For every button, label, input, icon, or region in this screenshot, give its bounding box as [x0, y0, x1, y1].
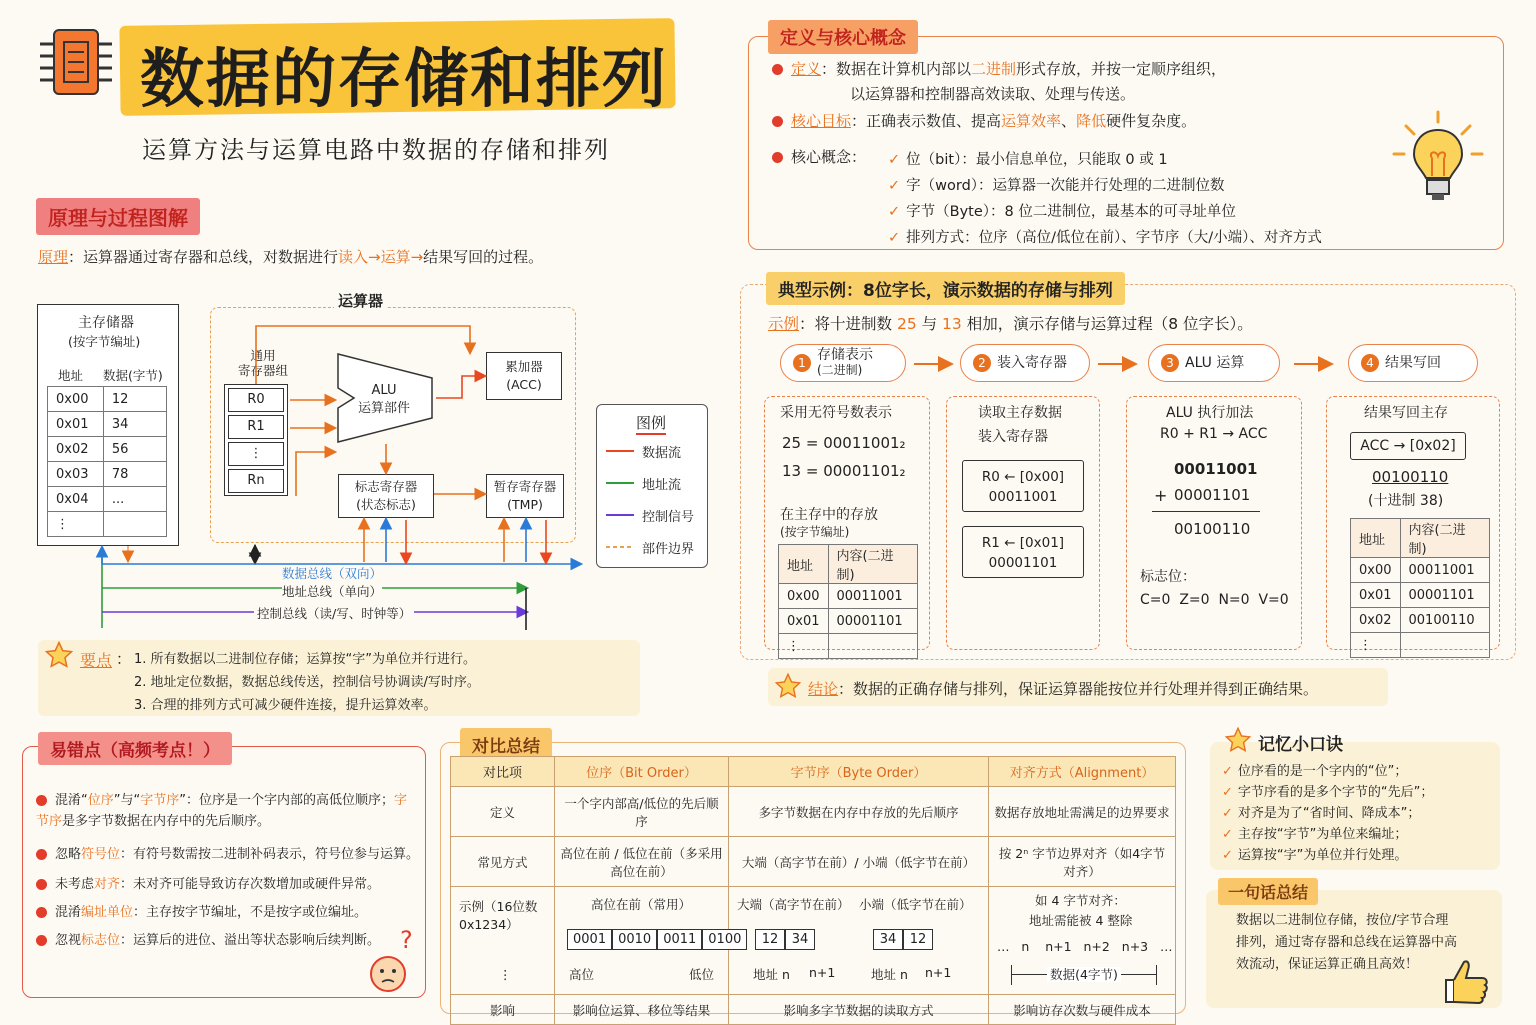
s3-sum: 00100110 — [1174, 520, 1251, 538]
s3-flags: C=0 Z=0 N=0 V=0 — [1140, 592, 1289, 608]
memory-col-addr: 地址 — [58, 368, 84, 383]
s2-head1: 读取主存数据 — [978, 405, 1062, 421]
lightbulb-icon — [1392, 108, 1484, 204]
r0-box: R0 ← [0x00] 00011001 — [962, 460, 1084, 512]
step-1 — [780, 344, 906, 382]
table-cell: 0x02 — [1351, 608, 1401, 633]
mistake-text: 混淆“ — [55, 793, 88, 808]
bit-hi: 高位 — [569, 967, 595, 982]
table-cell: 0x01 — [779, 609, 829, 634]
table-cell: 12 — [103, 387, 166, 412]
alu-label: ALU 运算部件 — [358, 383, 411, 416]
table-cell: 00001101 — [1400, 583, 1489, 608]
step-number: 4 — [1361, 354, 1379, 372]
keypoint-item: 2. 地址定位数据，数据总线传送，控制信号协调读/写时序。 — [134, 675, 480, 690]
cell: 常见方式 — [451, 837, 555, 887]
mnemonic-item — [1222, 844, 1407, 863]
step-title: ALU 运算 — [1185, 354, 1245, 371]
keypoints-label: 要点 — [80, 651, 113, 670]
s4-dec: (十进制 38) — [1368, 493, 1444, 509]
byte-cell: 34 — [785, 929, 815, 950]
concept-item — [888, 226, 1322, 247]
mistake-item — [36, 874, 420, 895]
bullet-icon — [36, 907, 47, 918]
table-row — [779, 609, 918, 634]
cell — [989, 887, 1176, 995]
table-row — [1351, 608, 1490, 633]
bullet-icon — [36, 879, 47, 890]
example-label: 示例（16位数 0x1234） — [459, 899, 538, 932]
check-icon: ✓ — [888, 178, 901, 194]
mistake-keyword: 编址单位 — [81, 905, 134, 920]
table-cell: 00001101 — [828, 609, 917, 634]
check-icon: ✓ — [1222, 785, 1233, 800]
cell — [451, 887, 555, 995]
bit-lo: 低位 — [688, 967, 714, 982]
table-cell: 地址 — [779, 545, 829, 584]
s3-operand-b: 00001101 — [1174, 486, 1251, 504]
big-endian-label: 大端（高字节在前） — [737, 897, 850, 912]
mnemonic-text: 对齐是为了“省时间、降成本”； — [1237, 806, 1421, 821]
cell — [555, 887, 742, 995]
bullet-icon — [36, 795, 47, 806]
legend-swatch — [604, 477, 638, 489]
table-cell: 34 — [103, 412, 166, 437]
step-title: 装入寄存器 — [997, 354, 1067, 371]
table-header — [779, 545, 918, 584]
mnemonic-text: 主存按“字节”为单位来编址； — [1237, 827, 1408, 842]
legend-item: 数据流 — [642, 446, 682, 461]
concept-text: 排列方式：位序（高位/低位在前）、字节序（大/小端）、对齐方式 — [906, 230, 1322, 246]
compare-header: 对比项 — [451, 757, 555, 787]
cell: 影响位运算、移位等结果 — [555, 995, 729, 1025]
legend-item: 部件边界 — [642, 542, 695, 557]
cell: 定义 — [451, 787, 555, 837]
check-icon: ✓ — [888, 204, 901, 220]
mnemonic-text: 位序看的是一个字内的“位”； — [1237, 764, 1408, 779]
legend-title: 图例 — [636, 412, 666, 435]
compare-table — [450, 756, 1176, 1025]
s3-operand-a: 00011001 — [1174, 460, 1258, 478]
definition-line2: 以运算器和控制器高效读取、处理与传送。 — [850, 85, 1136, 103]
check-icon: ✓ — [888, 230, 901, 246]
example-dots: ⋮ — [499, 967, 512, 982]
cell: 影响 — [451, 995, 555, 1025]
table-cell: 0x00 — [48, 387, 104, 412]
table-cell: 地址 — [1351, 519, 1401, 558]
thinking-face-icon — [366, 926, 420, 996]
step-number: 2 — [973, 354, 991, 372]
step-label — [817, 348, 873, 378]
mnemonic-text: 字节序看的是多个字节的“先后”； — [1237, 785, 1434, 800]
goal-row: 核心目标：正确表示数值、提高运算效率、降低硬件复杂度。 — [772, 110, 1196, 131]
mnemonic-item — [1222, 760, 1407, 779]
s4-mem-table — [1350, 518, 1490, 658]
mistake-text: ：有符号数需按二进制补码表示，符号位参与运算。 — [120, 847, 420, 862]
table-cell: 0x00 — [1351, 558, 1401, 583]
keypoints-colon: ： — [116, 650, 132, 668]
mistake-text: 忽略 — [55, 847, 82, 862]
flag-register: 标志寄存器 (状态标志) — [338, 474, 434, 518]
mistake-item — [36, 930, 420, 951]
byte-cell: 34 — [873, 929, 903, 950]
cell: 影响多字节数据的读取方式 — [729, 995, 989, 1025]
keypoint-item: 1. 所有数据以二进制位存储；运算按“字”为单位并行进行。 — [134, 652, 477, 667]
table-cell: 0x00 — [779, 584, 829, 609]
mistake-item — [36, 790, 420, 832]
align-l1: 如 4 字节对齐： — [1035, 893, 1126, 908]
table-cell: 56 — [103, 437, 166, 462]
s1-mem-table — [778, 544, 918, 659]
mistake-keyword: 标志位 — [81, 933, 121, 948]
mistake-text: 未考虑 — [55, 877, 95, 892]
table-row — [1351, 583, 1490, 608]
concept-label: 核心概念： — [772, 146, 866, 167]
byte-cell: 12 — [903, 929, 933, 950]
compare-tag: 对比总结 — [460, 728, 552, 761]
table-cell: 00100110 — [1400, 608, 1489, 633]
legend-item: 地址流 — [642, 478, 682, 493]
mistake-text: 混淆 — [55, 905, 82, 920]
regs-title: 通用 寄存器组 — [238, 348, 289, 378]
definition-row: 定义：数据在计算机内部以二进制形式存放，并按一定顺序组织， — [772, 58, 1226, 79]
table-cell: 00011001 — [828, 584, 917, 609]
table-cell: 0x01 — [1351, 583, 1401, 608]
svg-text:?: ? — [400, 926, 413, 954]
step-arrows — [900, 352, 1360, 376]
mnemonic-tag: 记忆小口诀 — [1258, 735, 1343, 755]
step-4 — [1348, 344, 1478, 382]
legend-swatch — [604, 541, 638, 553]
s1-eq2: 13 = 00001101₂ — [782, 462, 906, 480]
check-icon: ✓ — [1222, 764, 1233, 779]
mistake-text: 是多字节数据在内存中的先后顺序。 — [62, 814, 271, 829]
compare-header: 字节序（Byte Order） — [729, 757, 989, 787]
concept-text: 字（word）：运算器一次能并行处理的二进制位数 — [906, 178, 1225, 194]
tmp-register: 暂存寄存器 (TMP) — [486, 474, 564, 518]
summary-tag: 一句话总结 — [1218, 878, 1318, 905]
table-cell: 0x02 — [48, 437, 104, 462]
step-title: 存储表示 — [817, 347, 873, 363]
step-number: 1 — [793, 354, 811, 372]
mistake-item — [36, 902, 420, 923]
s3-head1: ALU 执行加法 — [1166, 405, 1254, 421]
check-icon: ✓ — [1222, 827, 1233, 842]
example-intro: 示例：将十进制数 25 与 13 相加，演示存储与运算过程（8 位字长）。 — [768, 315, 1253, 333]
addr-n1-little: n+1 — [925, 965, 952, 980]
addr-n-big: 地址 n — [753, 967, 790, 982]
concept-text: 字节（Byte）：8 位二进制位，最基本的可寻址单位 — [906, 204, 1236, 220]
table-cell: 内容(二进制) — [828, 545, 917, 584]
s3-head2: R0 + R1 → ACC — [1160, 426, 1268, 442]
byte-cell: 0011 — [657, 929, 702, 950]
s1-mem-sub: (按字节编址) — [780, 525, 850, 539]
principle-tag: 原理与过程图解 — [36, 198, 200, 235]
table-cell: 0x04 — [48, 487, 104, 512]
align-addrs: … n n+1 n+2 n+3 … — [997, 939, 1173, 954]
mnemonic-item — [1222, 802, 1420, 821]
register-2: ⋮ — [228, 442, 284, 466]
concept-item — [888, 174, 1225, 195]
conclusion-star-icon — [774, 672, 802, 700]
table-cell: 0x03 — [48, 462, 104, 487]
s4-head: 结果写回主存 — [1364, 405, 1448, 421]
mistake-keyword: 对齐 — [94, 877, 121, 892]
summary-text: 数据以二进制位存储，按位/字节合理排列，通过寄存器和总线在运算器中高效流动，保证运算正确且高效！ — [1236, 913, 1458, 972]
addr-bus-label: 地址总线（单向） — [282, 584, 383, 599]
s2-head2: 装入寄存器 — [978, 429, 1048, 445]
cell: 按 2ⁿ 字节边界对齐（如4字节对齐） — [989, 837, 1176, 887]
mistake-item — [36, 844, 420, 865]
mistake-keyword: 符号位 — [81, 847, 121, 862]
table-cell: ⋮ — [48, 512, 104, 537]
compare-header: 位序（Bit Order） — [555, 757, 729, 787]
mistakes-tag: 易错点（高频考点！） — [38, 732, 232, 765]
data-bus-label: 数据总线（双向） — [282, 566, 383, 581]
check-icon: ✓ — [888, 152, 901, 168]
table-cell: ⋮ — [779, 634, 829, 659]
mistake-keyword: 字节序 — [36, 793, 408, 829]
addr-n-little: 地址 n — [871, 967, 908, 982]
mistake-text: ：未对齐可能导致访存次数增加或硬件异常。 — [120, 877, 381, 892]
s1-mem-title: 在主存中的存放 — [780, 507, 878, 523]
table-cell: 0x01 — [48, 412, 104, 437]
table-row — [779, 634, 918, 659]
legend-swatch — [604, 509, 638, 521]
cell: 大端（高字节在前）/ 小端（低字节在前） — [729, 837, 989, 887]
register-1: R1 — [228, 415, 284, 439]
step-number: 3 — [1161, 354, 1179, 372]
thumbs-up-icon — [1440, 956, 1492, 1008]
align-bar: 数据(4字节) — [1011, 965, 1157, 985]
table-cell: ⋮ — [1351, 633, 1401, 658]
s1-eq1: 25 = 00011001₂ — [782, 434, 906, 452]
compare-row-definition — [451, 787, 1176, 837]
bit-example-head: 高位在前（常用） — [591, 897, 692, 912]
compare-header: 对齐方式（Alignment） — [989, 757, 1176, 787]
table-cell: 00011001 — [1400, 558, 1489, 583]
cell: 一个字内部高/低位的先后顺序 — [555, 787, 729, 837]
legend-item: 控制信号 — [642, 510, 695, 525]
mnemonic-item — [1222, 781, 1433, 800]
page-title: 数据的存储和排列 — [140, 43, 668, 117]
mnemonic-star-icon — [1224, 726, 1252, 754]
align-l2: 地址需能被 4 整除 — [1029, 913, 1133, 928]
compare-row-common — [451, 837, 1176, 887]
mistake-text: ：运算后的进位、溢出等状态影响后续判断。 — [120, 933, 381, 948]
check-icon: ✓ — [1222, 848, 1233, 863]
s3-flag-label: 标志位： — [1140, 569, 1196, 585]
byte-cell: 12 — [755, 929, 785, 950]
s3-sum-line — [1152, 511, 1260, 512]
mistake-text: ：主存按字节编址，不是按字或位编址。 — [133, 905, 368, 920]
concept-item — [888, 148, 1168, 169]
table-cell: 内容(二进制) — [1400, 519, 1489, 558]
register-3: Rn — [228, 469, 284, 493]
cell: 影响访存次数与硬件成本 — [989, 995, 1176, 1025]
r1-box: R1 ← [0x01] 00001101 — [962, 526, 1084, 578]
byte-cell: 0010 — [612, 929, 657, 950]
mistake-text: ”：位序是一个字内部的高低位顺序； — [179, 793, 395, 808]
s4-op-box: ACC → [0x02] — [1350, 432, 1466, 460]
mistake-keyword: 字节序 — [140, 793, 180, 808]
table-cell: ... — [103, 487, 166, 512]
s4-val: 00100110 — [1372, 468, 1449, 486]
cell: 数据存放地址需满足的边界要求 — [989, 787, 1176, 837]
memory-col-data: 数据(字节) — [103, 368, 163, 383]
keypoint-item: 3. 合理的排列方式可减少硬件连接，提升运算效率。 — [134, 698, 437, 713]
principle-text: 原理：运算器通过寄存器和总线，对数据进行读入→运算→结果写回的过程。 — [38, 248, 544, 266]
mnemonic-item — [1222, 823, 1407, 842]
alu-group-title: 运算器 — [334, 290, 387, 311]
mnemonic-text: 运算按“字”为单位并行处理。 — [1237, 848, 1408, 863]
mistake-text: 忽视 — [55, 933, 82, 948]
acc-box: 累加器 (ACC) — [486, 352, 562, 400]
star-icon — [44, 640, 74, 670]
bullet-icon — [36, 849, 47, 860]
step-label — [1385, 356, 1441, 371]
step-sub: (二进制) — [817, 363, 863, 377]
compare-row-example — [451, 887, 1176, 995]
table-row — [779, 584, 918, 609]
cell: 高位在前 / 低位在前（多采用高位在前） — [555, 837, 729, 887]
memory-title: 主存储器 — [78, 315, 134, 331]
conclusion-text: 结论：数据的正确存储与排列，保证运算器能按位并行处理并得到正确结果。 — [808, 680, 1319, 698]
table-header — [1351, 519, 1490, 558]
register-0: R0 — [228, 388, 284, 412]
example-tag: 典型示例：8位字长，演示数据的存储与排列 — [766, 272, 1125, 305]
table-row — [1351, 633, 1490, 658]
concept-text: 位（bit）：最小信息单位，只能取 0 或 1 — [906, 152, 1168, 168]
bullet-icon — [36, 935, 47, 946]
memory-subtitle: (按字节编址) — [68, 334, 141, 349]
page-subtitle: 运算方法与运算电路中数据的存储和排列 — [142, 136, 610, 164]
ctrl-bus-label: 控制总线（读/写、时钟等） — [254, 604, 414, 622]
s3-plus: + — [1154, 486, 1168, 505]
cell — [729, 887, 989, 995]
compare-row-impact — [451, 995, 1176, 1025]
table-cell: 78 — [103, 462, 166, 487]
mistake-text: ”与“ — [113, 793, 141, 808]
little-endian-label: 小端（低字节在前） — [859, 897, 972, 912]
s1-head: 采用无符号数表示 — [780, 405, 892, 421]
definition-tag: 定义与核心概念 — [768, 20, 918, 54]
check-icon: ✓ — [1222, 806, 1233, 821]
concept-item — [888, 200, 1236, 221]
table-cell — [1400, 633, 1489, 658]
byte-cell: 0001 — [567, 929, 612, 950]
addr-n1-big: n+1 — [809, 965, 836, 980]
step-title: 结果写回 — [1385, 354, 1441, 371]
table-cell — [828, 634, 917, 659]
cell: 多字节数据在内存中存放的先后顺序 — [729, 787, 989, 837]
legend-swatch — [604, 445, 638, 457]
table-row — [1351, 558, 1490, 583]
byte-cell: 0100 — [702, 929, 747, 950]
mistake-keyword: 位序 — [87, 793, 114, 808]
